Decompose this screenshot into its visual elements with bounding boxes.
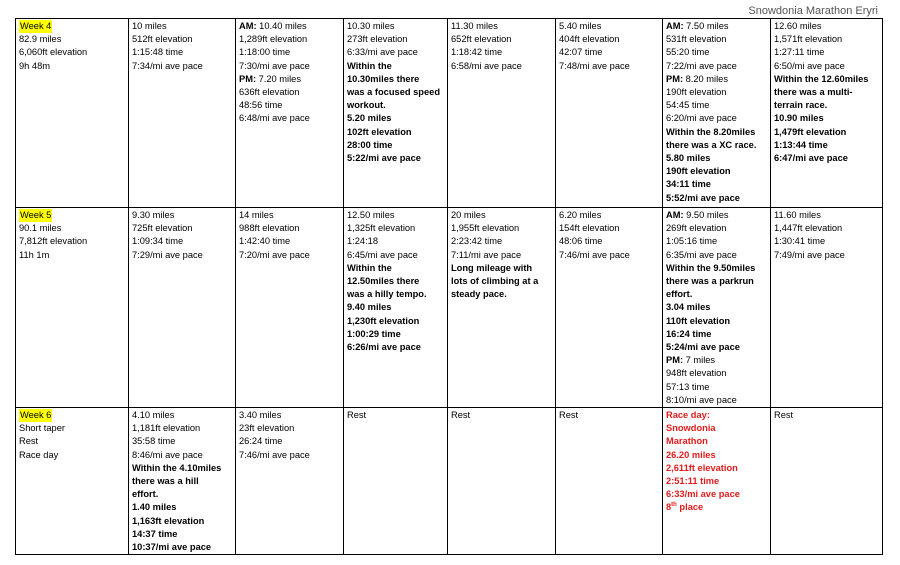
week-row (16, 408, 883, 555)
workout-line: 1,479ft elevation (774, 126, 847, 137)
workout-line: was a hilly tempo. (347, 289, 427, 300)
workout-line: Rest (774, 410, 794, 421)
workout-line: 7:46/mi ave pace (559, 249, 630, 260)
workout-line: terrain race. (774, 100, 828, 111)
workout-line: 6:48/mi ave pace (239, 113, 310, 124)
workout-line: 652ft elevation (451, 34, 512, 45)
workout-line (666, 209, 767, 222)
week-row (16, 208, 883, 408)
document-header-title: Snowdonia Marathon Eryri (748, 5, 878, 17)
workout-line: workout. (347, 100, 386, 111)
workout-line: Within the 4.10miles (132, 462, 222, 473)
workout-line: 28:00 time (347, 139, 393, 150)
session-prefix: PM: (239, 73, 257, 84)
workout-line: effort. (132, 489, 159, 500)
day-cell (663, 19, 771, 208)
session-text: 9.50 miles (683, 210, 729, 220)
workout-line: 11.30 miles (451, 21, 498, 31)
week-summary-line: 82.9 miles (19, 34, 62, 45)
day-cell (448, 208, 556, 408)
week-row (16, 19, 883, 208)
week-summary-cell (16, 208, 129, 408)
workout-line: there was a XC race. (666, 139, 757, 150)
session-text: 7.20 miles (256, 73, 302, 84)
workout-line: 2:51:11 time (666, 476, 720, 487)
workout-line: 9.40 miles (347, 302, 392, 313)
day-cell (344, 208, 448, 408)
week-summary-line: 6,060ft elevation (19, 47, 88, 58)
workout-line: 48:06 time (559, 236, 603, 247)
workout-line: 1.40 miles (132, 502, 177, 513)
workout-line: 5.80 miles (666, 153, 711, 164)
workout-line: 190ft elevation (666, 87, 727, 98)
workout-line: 10.30miles there (347, 73, 420, 84)
workout-line: 12.60 miles (774, 21, 822, 31)
workout-line: 7:20/mi ave pace (239, 249, 310, 260)
day-cell (556, 208, 663, 408)
day-cell (771, 208, 883, 408)
week-summary-line: 11h 1m (19, 249, 50, 260)
session-text: 7 miles (683, 355, 716, 366)
session-prefix: AM: (666, 21, 684, 31)
day-cell (236, 208, 344, 408)
workout-line: 5.40 miles (559, 21, 602, 31)
workout-line: Snowdonia (666, 423, 716, 434)
workout-line: 988ft elevation (239, 223, 300, 234)
workout-line: 1,447ft elevation (774, 223, 843, 234)
workout-line: 1,181ft elevation (132, 423, 201, 434)
workout-line: 20 miles (451, 210, 486, 220)
workout-line: Within the (347, 262, 392, 273)
workout-line: 2,611ft elevation (666, 462, 738, 473)
workout-line: 1:24:18 (347, 236, 379, 247)
workout-line (239, 73, 340, 86)
workout-line: 6:26/mi ave pace (347, 342, 421, 353)
session-text: 10.40 miles (256, 21, 307, 31)
workout-line: 1:09:34 time (132, 236, 184, 247)
day-cell (771, 408, 883, 555)
workout-line: 55:20 time (666, 47, 710, 58)
workout-line: steady pace. (451, 289, 507, 300)
workout-line: 5.20 miles (347, 113, 392, 124)
week-summary-line: Short taper (19, 423, 65, 434)
workout-line: 1,325ft elevation (347, 223, 416, 234)
day-cell (236, 19, 344, 208)
workout-line: Race day: (666, 410, 710, 421)
day-cell (663, 408, 771, 555)
session-text: 8.20 miles (683, 73, 729, 84)
workout-line: 725ft elevation (132, 223, 193, 234)
workout-line: Marathon (666, 436, 708, 447)
workout-line: 8:10/mi ave pace (666, 394, 737, 405)
day-cell (129, 208, 236, 408)
workout-line: 6:45/mi ave pace (347, 249, 418, 260)
day-cell (448, 408, 556, 555)
workout-line: Within the 9.50miles (666, 262, 756, 273)
workout-line: 11.60 miles (774, 210, 821, 220)
workout-line: 6:33/mi ave pace (347, 47, 418, 58)
workout-line: 1,230ft elevation (347, 315, 420, 326)
week-summary-line: 9h 48m (19, 60, 51, 71)
workout-line: 6:33/mi ave pace (666, 489, 740, 500)
workout-line: 404ft elevation (559, 34, 620, 45)
workout-line: 1:13:44 time (774, 139, 828, 150)
session-prefix: PM: (666, 73, 684, 84)
workout-line (666, 354, 767, 367)
ordinal-suffix: th (671, 502, 677, 509)
week-summary-line: 90.1 miles (19, 223, 62, 234)
workout-line: 948ft elevation (666, 368, 727, 379)
workout-line: 3.04 miles (666, 302, 711, 313)
workout-line: 10.30 miles (347, 21, 395, 31)
workout-line: 273ft elevation (347, 34, 408, 45)
workout-line: 57:13 time (666, 381, 710, 392)
workout-line: 14 miles (239, 210, 274, 220)
workout-line: 8:46/mi ave pace (132, 449, 203, 460)
day-cell (344, 408, 448, 555)
workout-line: 42:07 time (559, 47, 603, 58)
workout-line: 54:45 time (666, 100, 710, 111)
week-label: Week 4 (19, 20, 52, 33)
workout-line: there was a hill (132, 476, 199, 487)
workout-line: 512ft elevation (132, 34, 193, 45)
workout-line: 4.10 miles (132, 410, 175, 421)
workout-line: 1:15:48 time (132, 47, 184, 58)
workout-line (666, 73, 767, 86)
workout-line: 10.90 miles (774, 113, 824, 124)
day-cell (448, 19, 556, 208)
workout-line: 23ft elevation (239, 423, 295, 434)
workout-line: 636ft elevation (239, 87, 300, 98)
week-label: Week 6 (19, 409, 52, 422)
workout-line: 12.50miles there (347, 276, 420, 287)
week-label: Week 5 (19, 209, 52, 222)
workout-line: 531ft elevation (666, 34, 727, 45)
week-summary-cell (16, 19, 129, 208)
workout-line: 110ft elevation (666, 315, 731, 326)
workout-line: 1:30:41 time (774, 236, 826, 247)
workout-line: 102ft elevation (347, 126, 412, 137)
workout-line: 7:46/mi ave pace (239, 449, 310, 460)
workout-line: Rest (347, 410, 367, 421)
workout-line: 7:11/mi ave pace (451, 249, 522, 260)
workout-line: 12.50 miles (347, 210, 395, 220)
session-prefix: AM: (239, 21, 257, 31)
workout-line: 7:48/mi ave pace (559, 60, 630, 71)
workout-line: 35:58 time (132, 436, 176, 447)
workout-line: Rest (559, 410, 579, 421)
workout-line: 269ft elevation (666, 223, 727, 234)
workout-line: 10 miles (132, 21, 167, 31)
workout-line: there was a multi- (774, 87, 853, 98)
workout-line: lots of climbing at a (451, 276, 539, 287)
week-summary-line: Rest (19, 436, 39, 447)
workout-line: 1,571ft elevation (774, 34, 843, 45)
workout-line (666, 501, 767, 514)
day-cell (236, 408, 344, 555)
workout-line: 26:24 time (239, 436, 283, 447)
workout-line (666, 20, 767, 33)
workout-line: 6:58/mi ave pace (451, 60, 522, 71)
workout-line: 7:22/mi ave pace (666, 60, 737, 71)
workout-line: 1:27:11 time (774, 47, 825, 58)
workout-line: Within the 8.20miles (666, 126, 756, 137)
day-cell (663, 208, 771, 408)
session-text: 7.50 miles (683, 21, 729, 31)
workout-line: Rest (451, 410, 471, 421)
workout-line: 16:24 time (666, 328, 712, 339)
week-summary-line: 7,812ft elevation (19, 236, 88, 247)
workout-line: 5:24/mi ave pace (666, 342, 740, 353)
workout-line: 26.20 miles (666, 449, 716, 460)
workout-line: Long mileage with (451, 262, 533, 273)
day-cell (556, 408, 663, 555)
workout-line: 48:56 time (239, 100, 283, 111)
workout-line: 10:37/mi ave pace (132, 542, 212, 553)
workout-line (239, 20, 340, 33)
workout-line: 1:00:29 time (347, 328, 401, 339)
workout-line: 2:23:42 time (451, 236, 503, 247)
place-number: 8 (666, 502, 672, 513)
workout-line: 9.30 miles (132, 210, 175, 220)
workout-line: 6:35/mi ave pace (666, 249, 737, 260)
workout-line: 3.40 miles (239, 410, 282, 421)
week-summary-line: Race day (19, 449, 59, 460)
workout-line: 14:37 time (132, 528, 178, 539)
day-cell (556, 19, 663, 208)
workout-line: 1:18:42 time (451, 47, 503, 58)
day-cell (129, 408, 236, 555)
workout-line: 34:11 time (666, 179, 711, 190)
workout-line: 7:49/mi ave pace (774, 249, 845, 260)
workout-line: 1:42:40 time (239, 236, 291, 247)
workout-line: Within the (347, 60, 392, 71)
workout-line: 1:05:16 time (666, 236, 718, 247)
workout-line: 7:34/mi ave pace (132, 60, 203, 71)
workout-line: 154ft elevation (559, 223, 620, 234)
workout-line: there was a parkrun (666, 276, 754, 287)
workout-line: 5:22/mi ave pace (347, 153, 421, 164)
workout-line: 5:52/mi ave pace (666, 192, 740, 203)
workout-line: 1:18:00 time (239, 47, 291, 58)
place-text: place (676, 502, 704, 513)
workout-line: 1,289ft elevation (239, 34, 308, 45)
session-prefix: AM: (666, 210, 684, 220)
training-plan-table (15, 18, 883, 555)
workout-line: 6:20/mi ave pace (666, 113, 737, 124)
day-cell (129, 19, 236, 208)
session-prefix: PM: (666, 355, 684, 366)
workout-line: 6.20 miles (559, 210, 602, 220)
week-summary-cell (16, 408, 129, 555)
workout-line: was a focused speed (347, 87, 441, 98)
workout-line: 6:50/mi ave pace (774, 60, 845, 71)
workout-line: 1,955ft elevation (451, 223, 520, 234)
workout-line: Within the 12.60miles (774, 73, 869, 84)
workout-line: 7:30/mi ave pace (239, 60, 310, 71)
day-cell (344, 19, 448, 208)
workout-line: 1,163ft elevation (132, 515, 205, 526)
workout-line: 6:47/mi ave pace (774, 153, 848, 164)
workout-line: 7:29/mi ave pace (132, 249, 203, 260)
workout-line: 190ft elevation (666, 166, 731, 177)
day-cell (771, 19, 883, 208)
workout-line: effort. (666, 289, 693, 300)
